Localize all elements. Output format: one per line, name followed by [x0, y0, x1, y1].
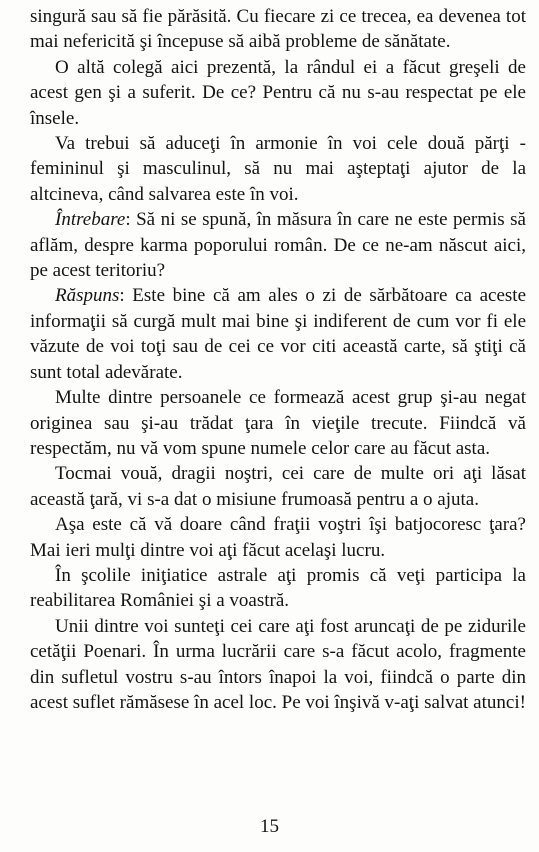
paragraph-text: Va trebui să aduceţi în armonie în voi cele două părţi - femininul şi masculinul, să nu mai aşteptaţi ajutor de la altcineva, când salvarea este în voi.	[30, 133, 526, 205]
paragraph-text: O altă colegă aici prezentă, la rândul ei a făcut greşeli de acest gen şi a suferit. De ce? Pentru că nu s-au respectat pe ele însele.	[30, 56, 526, 129]
paragraph	[30, 283, 526, 385]
paragraph	[30, 207, 526, 283]
paragraph	[30, 461, 526, 512]
paragraph	[30, 385, 526, 461]
paragraph	[30, 614, 526, 716]
paragraph-text: În şcolile iniţiatice astrale aţi promis că veţi participa la reabilitarea României şi a voastră.	[30, 564, 526, 612]
paragraph-text: Multe dintre persoanele ce formează acest grup şi-au negat originea sau şi-au trădat ţara în vieţile trecute. Fiindcă vă respectăm, nu vă vom spune numele celor care au făcut asta.	[30, 387, 526, 459]
paragraph	[30, 55, 526, 131]
paragraph	[30, 563, 526, 614]
paragraph-text: : Este bine că am ales o zi de sărbătoare ca aceste informaţii să curgă mult mai bine şi indiferent de cum vor fi ele văzute de voi toţi sau de cei ce vor citi această carte, să ştiţi că sunt total adevărate.	[30, 285, 526, 383]
paragraph	[30, 512, 526, 563]
paragraph	[30, 4, 526, 55]
paragraph-text: Tocmai vouă, dragii noştri, cei care de multe ori aţi lăsat această ţară, vi s-a dat o misiune frumoasă pentru a o ajuta.	[30, 463, 526, 510]
paragraph-text: : Să ni se spună, în măsura în care ne este permis să aflăm, despre karma poporului român. De ce ne-am născut aici, pe acest teritoriu?	[30, 209, 526, 282]
paragraph	[30, 131, 526, 207]
paragraph-text: Aşa este că vă doare când fraţii voştri îşi batjocoresc ţara? Mai ieri mulţi dintre voi aţi făcut acelaşi lucru.	[30, 514, 526, 561]
paragraph-label: Întrebare	[55, 209, 126, 231]
paragraph-text: Unii dintre voi sunteţi cei care aţi fost aruncaţi de pe zidurile cetăţii Poenari. În urma lucrării care s-a făcut acolo, fragmente din sufletul vostru s-au întors înapoi la voi, fiindcă o parte din acest suflet rămăsese în acel loc. Pe voi înşivă v-aţi salvat atunci!	[30, 615, 526, 713]
page-number: 15	[260, 816, 279, 837]
paragraph-text: singură sau să fie părăsită. Cu fiecare zi ce trecea, ea devenea tot mai nefericită şi începuse să aibă probleme de sănătate.	[30, 6, 526, 53]
body-text	[30, 4, 526, 715]
paragraph-label: Răspuns	[55, 285, 120, 307]
